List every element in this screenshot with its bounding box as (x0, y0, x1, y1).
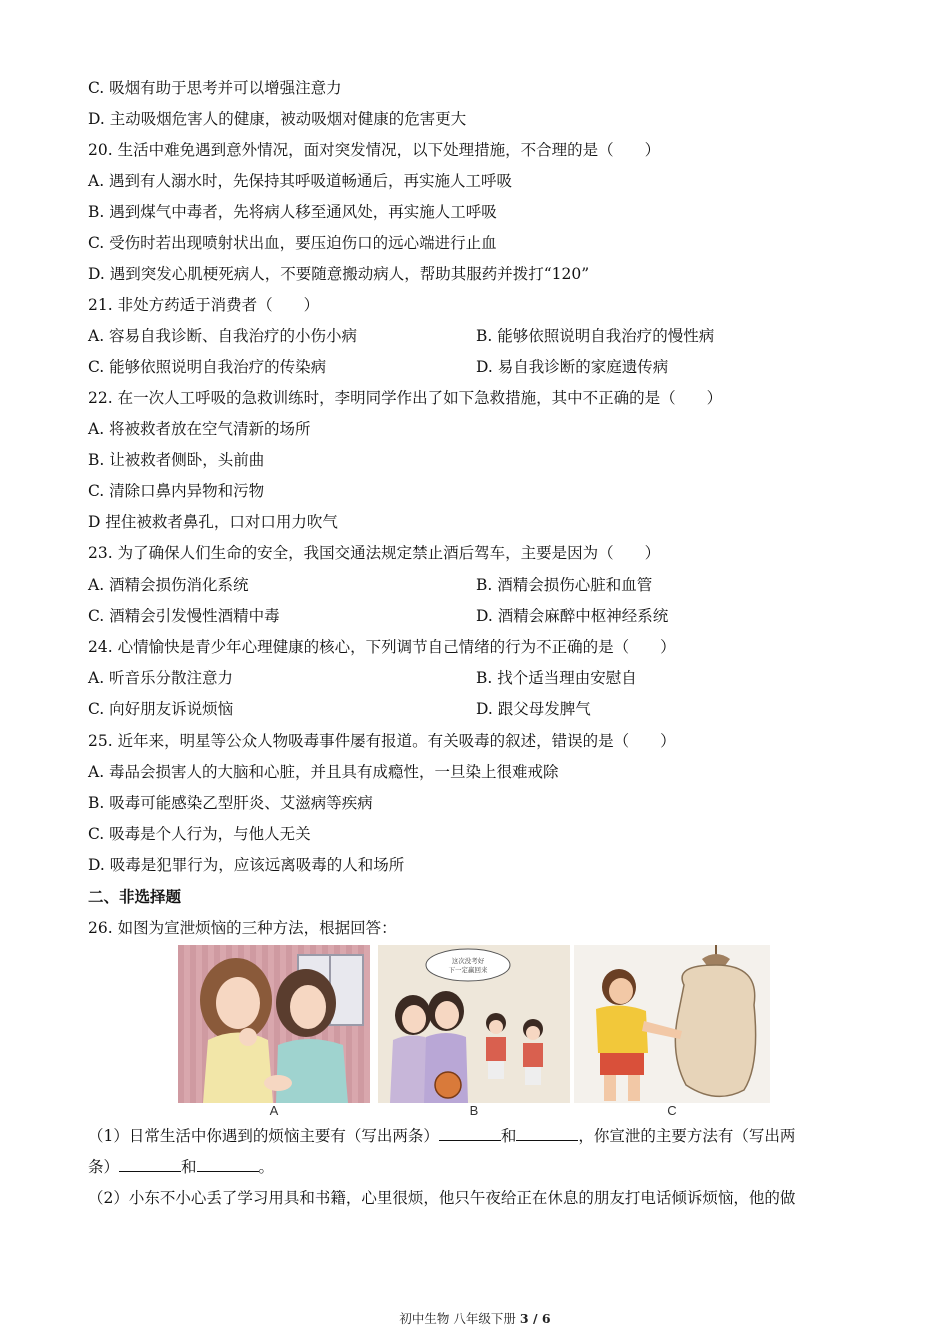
question-23: 23. 为了确保人们生命的安全，我国交通法规定禁止酒后驾车，主要是因为（ ） (88, 544, 661, 562)
question-20: 20. 生活中难免遇到意外情况，面对突发情况，以下处理措施，不合理的是（ ） (88, 141, 661, 159)
q20-option-d: D. 遇到突发心肌梗死病人，不要随意搬动病人，帮助其服药并拨打“120” (88, 265, 590, 283)
q24-option-a: A. 听音乐分散注意力 (88, 669, 234, 687)
panel-b-illustration (378, 945, 570, 1103)
q19-option-d: D. 主动吸烟危害人的健康，被动吸烟对健康的危害更大 (88, 110, 467, 128)
q21-option-c: C. 能够依照说明自我治疗的传染病 (88, 358, 327, 376)
q26-part-1-prompt-3: 条） (88, 1158, 120, 1176)
q24-option-d: D. 跟父母发脾气 (476, 700, 591, 718)
q25-option-a: A. 毒品会损害人的大脑和心脏，并且具有成瘾性，一旦染上很难戒除 (88, 763, 559, 781)
venting-methods-figure (178, 945, 778, 1120)
panel-c-illustration (574, 945, 770, 1103)
answer-blank-3[interactable] (119, 1157, 181, 1172)
q23-option-a: A. 酒精会损伤消化系统 (88, 576, 249, 594)
q24-option-c: C. 向好朋友诉说烦恼 (88, 700, 234, 718)
q21-option-a: A. 容易自我诊断、自我治疗的小伤小病 (88, 327, 358, 345)
speech-bubble-line-2: 下一定赢回来 (448, 966, 488, 974)
answer-blank-2[interactable] (516, 1126, 578, 1141)
footer-text: 初中生物 八年级下册 (399, 1311, 516, 1326)
q25-option-c: C. 吸毒是个人行为，与他人无关 (88, 825, 311, 843)
question-24: 24. 心情愉快是青少年心理健康的核心，下列调节自己情绪的行为不正确的是（ ） (88, 638, 676, 656)
speech-bubble-line-1: 这次没考好 (451, 957, 485, 965)
q23-option-c: C. 酒精会引发慢性酒精中毒 (88, 607, 280, 625)
q26-part-1-prompt: （1）日常生活中你遇到的烦恼主要有（写出两条） (88, 1127, 439, 1145)
q26-part-1-end: 。 (258, 1158, 275, 1176)
panel-b-label: B (469, 1103, 479, 1118)
q26-part-1-line-1 (88, 1126, 795, 1146)
q25-option-d: D. 吸毒是犯罪行为，应该远离吸毒的人和场所 (88, 856, 405, 874)
q26-part-2: （2）小东不小心丢了学习用具和书籍，心里很烦，他只午夜给正在休息的朋友打电话倾诉烦恼，他的做 (88, 1189, 796, 1207)
panel-a-label: A (269, 1103, 279, 1118)
q26-part-1-and-1: 和 (500, 1127, 517, 1145)
q19-option-c: C. 吸烟有助于思考并可以增强注意力 (88, 79, 342, 97)
q26-part-1-prompt-2: ，你宣泄的主要方法有（写出两 (578, 1127, 796, 1145)
panel-c-label: C (667, 1103, 677, 1118)
q20-option-b: B. 遇到煤气中毒者，先将病人移至通风处，再实施人工呼吸 (88, 203, 497, 221)
section-heading: 二、非选择题 (88, 887, 182, 906)
panel-a-illustration (178, 945, 370, 1103)
q22-option-c: C. 清除口鼻内异物和污物 (88, 482, 265, 500)
q26-part-1-and-2: 和 (181, 1158, 197, 1176)
q26-part-1-line-2 (88, 1157, 274, 1177)
page-footer (0, 1309, 950, 1327)
question-22: 22. 在一次人工呼吸的急救训练时，李明同学作出了如下急救措施，其中不正确的是（ ） (88, 389, 723, 407)
q22-option-b: B. 让被救者侧卧，头前曲 (88, 451, 265, 469)
q22-option-d: D 捏住被救者鼻孔，口对口用力吹气 (88, 513, 338, 531)
page-number: 3 / 6 (519, 1311, 551, 1326)
q21-option-d: D. 易自我诊断的家庭遗传病 (476, 358, 669, 376)
q24-option-b: B. 找个适当理由安慰自 (476, 669, 637, 687)
q25-option-b: B. 吸毒可能感染乙型肝炎、艾滋病等疾病 (88, 794, 373, 812)
q22-option-a: A. 将被救者放在空气清新的场所 (88, 420, 311, 438)
q20-option-c: C. 受伤时若出现喷射状出血，要压迫伤口的远心端进行止血 (88, 234, 497, 252)
q20-option-a: A. 遇到有人溺水时，先保持其呼吸道畅通后，再实施人工呼吸 (88, 172, 513, 190)
question-26: 26. 如图为宣泄烦恼的三种方法，根据回答： (88, 919, 397, 937)
question-25: 25. 近年来，明星等公众人物吸毒事件屡有报道。有关吸毒的叙述，错误的是（ ） (88, 732, 676, 750)
question-21: 21. 非处方药适于消费者（ ） (88, 296, 320, 314)
q23-option-d: D. 酒精会麻醉中枢神经系统 (476, 607, 669, 625)
q21-option-b: B. 能够依照说明自我治疗的慢性病 (476, 327, 715, 345)
answer-blank-1[interactable] (439, 1126, 501, 1141)
answer-blank-4[interactable] (197, 1157, 259, 1172)
q23-option-b: B. 酒精会损伤心脏和血管 (476, 576, 653, 594)
